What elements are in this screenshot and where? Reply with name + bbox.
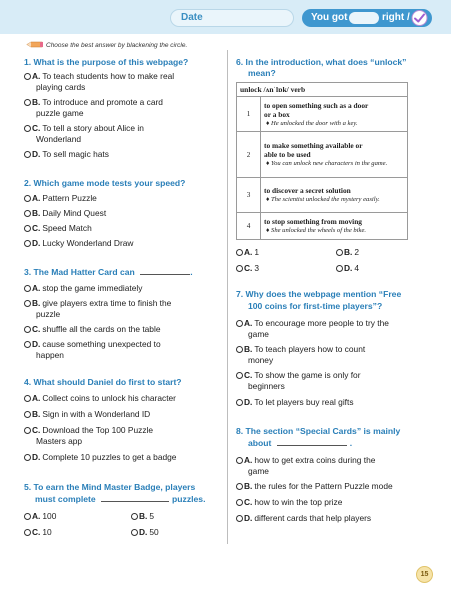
question-8-line2-end: .	[349, 438, 353, 448]
option-letter: B.	[344, 247, 353, 257]
option-text-cont: game	[248, 465, 269, 476]
example-text: He unlocked the door with a key.	[271, 119, 358, 127]
q8-option-a[interactable]	[236, 455, 375, 476]
q4-option-d[interactable]	[24, 452, 176, 463]
option-text-cont: playing cards	[36, 81, 86, 92]
q2-option-a[interactable]	[24, 193, 97, 204]
definition-text: to stop something from moving	[264, 217, 362, 226]
option-text: To show the game is only for	[254, 370, 361, 380]
option-text-cont: Masters app	[36, 435, 83, 446]
option-letter: A.	[32, 393, 41, 403]
sense-number: 3	[237, 178, 261, 213]
option-letter: B.	[139, 511, 148, 521]
q6-option-b[interactable]	[336, 247, 359, 258]
q2-option-c[interactable]	[24, 223, 92, 234]
example-text: You can unlock new characters in the game.	[271, 160, 388, 167]
sense-definition	[261, 178, 408, 213]
option-text-cont: Wonderland	[36, 133, 82, 144]
answer-circle[interactable]	[24, 195, 31, 202]
right-label: right /	[382, 12, 410, 23]
option-letter: D.	[32, 149, 41, 159]
option-letter: A.	[32, 283, 41, 293]
answer-circle[interactable]	[24, 326, 31, 333]
question-8-line2: about	[248, 438, 272, 448]
answer-circle[interactable]	[131, 529, 138, 536]
q5-option-d[interactable]	[131, 527, 159, 538]
example-sentence: ♦ She unlocked the wheels of the bike.	[266, 227, 367, 234]
option-text: cause something unexpected to	[42, 339, 161, 349]
question-8-title-cont	[248, 438, 352, 449]
option-text: 4	[354, 263, 360, 273]
option-letter: A.	[244, 247, 253, 257]
option-letter: A.	[244, 318, 253, 328]
q5-option-c[interactable]	[24, 527, 52, 538]
option-letter: C.	[32, 123, 41, 133]
sense-number: 2	[237, 132, 261, 178]
answer-circle[interactable]	[24, 285, 31, 292]
q1-option-c[interactable]	[24, 123, 144, 144]
q3-option-d[interactable]	[24, 339, 161, 360]
answer-circle[interactable]	[24, 411, 31, 418]
date-label: Date	[181, 12, 203, 23]
dictionary-entry	[236, 82, 408, 240]
answer-circle[interactable]	[24, 300, 31, 307]
answer-circle[interactable]	[24, 125, 31, 132]
option-text: 100	[42, 511, 57, 521]
q1-option-d[interactable]	[24, 149, 109, 160]
answer-circle[interactable]	[236, 372, 243, 379]
answer-circle[interactable]	[236, 265, 243, 272]
option-text: 2	[354, 247, 360, 257]
option-letter: A.	[32, 193, 41, 203]
answer-circle[interactable]	[24, 427, 31, 434]
option-letter: D.	[32, 339, 41, 349]
q4-option-b[interactable]	[24, 409, 150, 420]
option-letter: C.	[244, 497, 253, 507]
definition-text: to discover a secret solution	[264, 186, 351, 195]
question-5-line2-end: puzzles.	[172, 494, 206, 504]
answer-circle[interactable]	[236, 499, 243, 506]
option-text: 5	[149, 511, 155, 521]
option-letter: D.	[32, 238, 41, 248]
option-letter: B.	[244, 481, 253, 491]
q3-option-c[interactable]	[24, 324, 160, 335]
sense-definition	[261, 213, 408, 240]
question-1-title: 1. What is the purpose of this webpage?	[24, 57, 189, 67]
option-text: To introduce and promote a card	[42, 97, 163, 107]
option-letter: C.	[244, 370, 253, 380]
answer-circle[interactable]	[236, 457, 243, 464]
option-text: how to win the top prize	[254, 497, 343, 507]
answer-circle[interactable]	[24, 240, 31, 247]
question-3-end: .	[190, 267, 193, 277]
question-3-text: 3. The Mad Hatter Card can	[24, 267, 135, 277]
option-text: To teach players how to count	[254, 344, 366, 354]
answer-circle[interactable]	[24, 454, 31, 461]
answer-circle[interactable]	[236, 483, 243, 490]
q8-option-b[interactable]	[236, 481, 393, 492]
sense-number: 1	[237, 97, 261, 132]
answer-circle[interactable]	[236, 320, 243, 327]
q1-option-a[interactable]	[24, 71, 174, 92]
option-text: To let players buy real gifts	[254, 397, 354, 407]
question-6-title-cont: mean?	[248, 68, 276, 78]
q6-option-d[interactable]	[336, 263, 359, 274]
date-field[interactable]	[170, 9, 294, 27]
option-letter: D.	[344, 263, 353, 273]
option-letter: C.	[32, 527, 41, 537]
q5-option-b[interactable]	[131, 511, 154, 522]
question-2-title: 2. Which game mode tests your speed?	[24, 178, 186, 188]
q1-option-b[interactable]	[24, 97, 163, 118]
q7-option-d[interactable]	[236, 397, 354, 408]
option-text: To encourage more people to try the	[254, 318, 389, 328]
q7-option-a[interactable]	[236, 318, 389, 339]
q6-option-a[interactable]	[236, 247, 259, 258]
example-text: The scientist unlocked the mystery easily.	[271, 196, 380, 203]
answer-circle[interactable]	[236, 399, 243, 406]
answer-blank	[277, 445, 347, 446]
checkmark-icon	[411, 10, 428, 26]
question-8-title: 8. The section “Special Cards” is mainly	[236, 426, 401, 436]
option-text: Sign in with a Wonderland ID	[42, 409, 151, 419]
q6-option-c[interactable]	[236, 263, 259, 274]
answer-circle[interactable]	[236, 249, 243, 256]
option-text-cont: game	[248, 328, 269, 339]
q2-option-b[interactable]	[24, 208, 106, 219]
answer-circle[interactable]	[24, 513, 31, 520]
question-7-title-cont: 100 coins for first-time players”?	[248, 301, 383, 311]
option-text: Daily Mind Quest	[42, 208, 107, 218]
option-letter: D.	[244, 397, 253, 407]
option-text: To tell a story about Alice in	[42, 123, 144, 133]
option-text: To teach students how to make real	[42, 71, 175, 81]
option-letter: B.	[32, 97, 41, 107]
answer-circle[interactable]	[24, 151, 31, 158]
option-letter: D.	[32, 452, 41, 462]
question-5-line2: must complete	[35, 494, 96, 504]
option-letter: C.	[32, 324, 41, 334]
dictionary-headword: unlock /ʌnˈlɒk/ verb	[237, 83, 408, 97]
option-text: 10	[42, 527, 52, 537]
answer-circle[interactable]	[236, 346, 243, 353]
answer-circle[interactable]	[131, 513, 138, 520]
option-letter: B.	[32, 208, 41, 218]
q3-option-a[interactable]	[24, 283, 142, 294]
option-text-cont: beginners	[248, 380, 285, 391]
option-text: different cards that help players	[254, 513, 372, 523]
question-3-title	[24, 267, 193, 278]
answer-circle[interactable]	[24, 99, 31, 106]
instruction-text: Choose the best answer by blackening the circle.	[46, 42, 188, 49]
definition-text-cont: able to be used	[264, 150, 311, 159]
answer-blank	[140, 274, 190, 275]
option-text: stop the game immediately	[42, 283, 143, 293]
example-sentence: ♦ You can unlock new characters in the game.	[266, 160, 388, 167]
question-7-title: 7. Why does the webpage mention “Free	[236, 289, 402, 299]
option-text: the rules for the Pattern Puzzle mode	[254, 481, 393, 491]
column-divider	[227, 50, 228, 544]
option-text: shuffle all the cards on the table	[42, 324, 161, 334]
option-letter: A.	[32, 71, 41, 81]
question-4-title: 4. What should Daniel do first to start?	[24, 377, 182, 387]
answer-circle[interactable]	[24, 529, 31, 536]
q7-option-c[interactable]	[236, 370, 361, 391]
option-text-cont: happen	[36, 349, 64, 360]
option-text: Download the Top 100 Puzzle	[42, 425, 154, 435]
example-text: She unlocked the wheels of the bike.	[271, 227, 367, 234]
option-text: 50	[149, 527, 159, 537]
option-letter: C.	[244, 263, 253, 273]
definition-text-cont: or a box	[264, 109, 290, 119]
answer-circle[interactable]	[24, 341, 31, 348]
answer-circle[interactable]	[336, 249, 343, 256]
q3-option-b[interactable]	[24, 298, 171, 319]
sense-definition	[261, 132, 408, 178]
q4-option-c[interactable]	[24, 425, 153, 446]
option-letter: A.	[32, 511, 41, 521]
q2-option-d[interactable]	[24, 238, 133, 249]
option-text: 1	[254, 247, 260, 257]
option-text: Complete 10 puzzles to get a badge	[42, 452, 177, 462]
sense-definition	[261, 97, 408, 132]
option-letter: B.	[32, 409, 41, 419]
option-text-cont: puzzle	[36, 308, 61, 319]
question-5-line1: 5. To earn the Mind Master Badge, players	[24, 482, 196, 492]
definition-text: to make something available or	[264, 141, 363, 150]
answer-circle[interactable]	[336, 265, 343, 272]
page-number: 15	[416, 566, 433, 583]
definition-text: to open something such as a door	[264, 100, 369, 110]
pencil-icon	[26, 40, 44, 49]
option-text: Collect coins to unlock his character	[42, 393, 176, 403]
option-text: 3	[254, 263, 260, 273]
answer-circle[interactable]	[24, 225, 31, 232]
question-5-title-cont	[35, 494, 205, 505]
q7-option-b[interactable]	[236, 344, 365, 365]
score-field[interactable]	[349, 12, 379, 24]
answer-circle[interactable]	[24, 210, 31, 217]
answer-circle[interactable]	[236, 515, 243, 522]
option-letter: C.	[32, 425, 41, 435]
option-text-cont: puzzle game	[36, 107, 84, 118]
q5-option-a[interactable]	[24, 511, 56, 522]
example-sentence: ♦ He unlocked the door with a key.	[266, 119, 358, 127]
option-text: Pattern Puzzle	[42, 193, 97, 203]
answer-circle[interactable]	[24, 395, 31, 402]
q8-option-c[interactable]	[236, 497, 342, 508]
option-text: give players extra time to finish the	[42, 298, 172, 308]
option-letter: D.	[139, 527, 148, 537]
option-letter: C.	[32, 223, 41, 233]
example-sentence: ♦ The scientist unlocked the mystery easily.	[266, 196, 380, 203]
option-letter: B.	[32, 298, 41, 308]
question-6-title: 6. In the introduction, what does “unlock”	[236, 57, 407, 67]
option-text: Speed Match	[42, 223, 92, 233]
answer-circle[interactable]	[24, 73, 31, 80]
option-text: how to get extra coins during the	[254, 455, 376, 465]
option-text: Lucky Wonderland Draw	[42, 238, 134, 248]
q8-option-d[interactable]	[236, 513, 371, 524]
question-5-title	[24, 482, 195, 493]
option-letter: A.	[244, 455, 253, 465]
option-text: To sell magic hats	[42, 149, 109, 159]
sense-number: 4	[237, 213, 261, 240]
option-text-cont: money	[248, 354, 274, 365]
answer-blank	[101, 501, 169, 502]
q4-option-a[interactable]	[24, 393, 176, 404]
option-letter: B.	[244, 344, 253, 354]
you-got-label: You got	[311, 12, 348, 23]
option-letter: D.	[244, 513, 253, 523]
